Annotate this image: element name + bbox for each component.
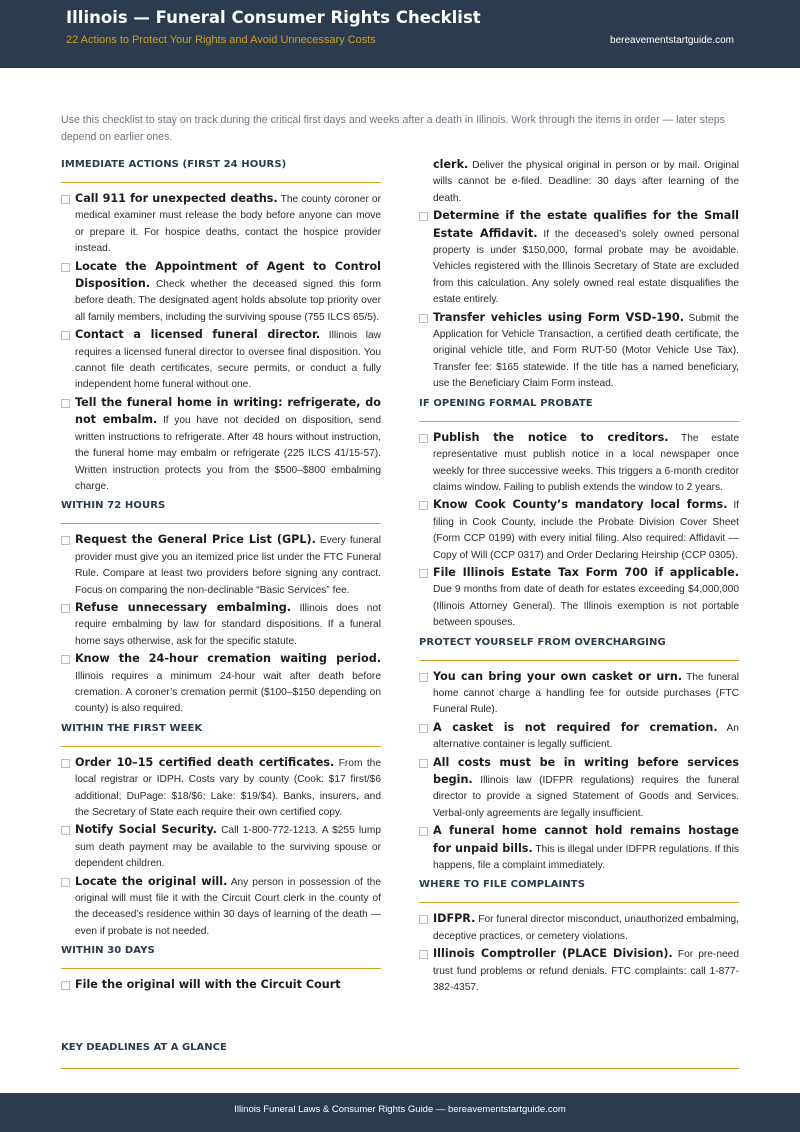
item-title: Transfer vehicles using Form VSD-190.: [433, 310, 684, 324]
checklist-item: [419, 208, 739, 308]
item-title: File Illinois Estate Tax Form 700 if applicable.: [433, 565, 739, 579]
item-title: Publish the notice to creditors.: [433, 430, 669, 444]
key-deadlines-heading: KEY DEADLINES AT A GLANCE: [61, 1042, 739, 1069]
section-heading: WITHIN 30 DAYS: [61, 941, 381, 969]
item-text: If filing in Cook County, include the Probate Division Cover Sheet (Form CCP 0199) with every initial filing. Also required: Affidavit — Copy of Will (CCP 0317) and Order Declaring Heirship (CCP 0305).: [433, 500, 739, 561]
checkbox[interactable]: [61, 195, 70, 204]
item-title: Contact a licensed funeral director.: [75, 328, 321, 342]
item-title: A funeral home cannot hold remains hostage for unpaid bills.: [433, 824, 739, 855]
item-text: Deliver the physical original in person or by mail. Original wills cannot be e-filed. Deadline: 30 days after learning of the death.: [433, 160, 739, 204]
checkbox[interactable]: [419, 434, 428, 443]
footer-text: Illinois Funeral Laws & Consumer Rights Guide — bereavementstartguide.com: [234, 1104, 566, 1115]
item-text: Due 9 months from date of death for estates exceeding $4,000,000 (Illinois Attorney General). The Illinois exemption is not portable between spouses.: [433, 584, 739, 629]
checklist-item: [419, 911, 739, 945]
item-text: An alternative container is legally sufficient.: [433, 722, 739, 751]
checkbox[interactable]: [61, 399, 70, 408]
checklist-item: [419, 755, 739, 823]
checklist-item: [61, 874, 381, 941]
checklist-item: [419, 310, 739, 393]
checkbox[interactable]: [61, 331, 70, 340]
checkbox[interactable]: [419, 501, 428, 510]
checkbox[interactable]: [419, 827, 428, 836]
item-title: Call 911 for unexpected deaths.: [75, 192, 278, 205]
checkbox[interactable]: [61, 981, 70, 990]
item-title: A casket is not required for cremation.: [433, 720, 718, 734]
checkbox[interactable]: [61, 604, 70, 613]
item-text: Call 1-800-772-1213. A $255 lump sum death payment may be available to the surviving spouse or dependent children.: [75, 825, 381, 870]
header-site-link[interactable]: bereavementstartguide.com: [610, 35, 734, 46]
checklist-item: [419, 946, 739, 996]
item-text: Submit the Application for Vehicle Transaction, a certified death certificate, the original vehicle title, and Form RUT-50 (Motor Vehicle Use Tax). Transfer fee: $165 statewide. If the title has a named beneficiary, use the Beneficiary Claim Form instead.: [433, 312, 739, 390]
item-text: Illinois requires a minimum 24-hour wait after death before cremation. A coroner’s cremation permit ($100–$150 depending on county) is also required.: [75, 670, 381, 715]
checklist-item: [61, 822, 381, 872]
checkbox[interactable]: [419, 950, 428, 959]
item-text: The estate representative must publish notice in a local newspaper once weekly for three successive weeks. This triggers a 6-month creditor claims window. Failing to publish extends the window to 2 years.: [433, 432, 740, 493]
item-title: Notify Social Security.: [75, 823, 217, 837]
checklist-item: [61, 651, 381, 718]
checkbox[interactable]: [61, 826, 70, 835]
item-title: Know Cook County’s mandatory local forms.: [433, 498, 728, 512]
section-heading: IMMEDIATE ACTIONS (FIRST 24 HOURS): [61, 155, 381, 183]
checkbox[interactable]: [419, 915, 428, 924]
checklist-item: [61, 259, 381, 327]
checkbox[interactable]: [419, 724, 428, 733]
item-title: File the original will with the Circuit Court: [75, 978, 341, 992]
item-text: From the local registrar or IDPH. Costs vary by county (Cook: $17 first/$6 additional; DuPage: $18/$6; Lake: $19/$4). Banks, insurers, and the Secretary of State each require their own certified copy.: [75, 757, 381, 818]
checklist-item: [419, 720, 739, 754]
item-title: You can bring your own casket or urn.: [433, 669, 683, 683]
item-title: Illinois Comptroller (PLACE Division).: [433, 947, 673, 961]
checkbox[interactable]: [61, 536, 70, 545]
checkbox[interactable]: [419, 569, 428, 578]
item-text: If the deceased’s solely owned personal property is under $150,000, formal probate may be avoidable. Vehicles registered with the Illinois Secretary of State are excluded from this calculation. Any solely owned real estate disqualifies the estate entirely.: [433, 228, 739, 306]
item-title: clerk.: [433, 158, 469, 171]
item-text: The county coroner or medical examiner must release the body before anyone can move or prepare it. For hospice deaths, contact the hospice provider instead.: [75, 194, 381, 255]
checklist-item-continued: [419, 157, 739, 207]
item-text: If you have not decided on disposition, send written instructions to refrigerate. After 48 hours without instruction, the funeral home may embalm or refrigerate (225 ILCS 41/15-57). Written instruction protects you from the $500–$800 embalming charge.: [75, 415, 381, 492]
item-text: Illinois law (IDFPR regulations) requires the funeral director to provide a signed Statement of Goods and Services. Verbal-only agreements are legally insufficient.: [433, 775, 739, 819]
checklist-item: [61, 977, 381, 994]
item-text: This is illegal under IDFPR regulations. If this happens, file a complaint immediately.: [433, 843, 739, 872]
checklist-item: [61, 191, 381, 258]
item-text: Any person in possession of the original will must file it with the Circuit Court clerk in the county of the deceased’s residence within 30 days of learning of the death — even if probate is not needed.: [75, 876, 381, 937]
section-heading: WHERE TO FILE COMPLAINTS: [419, 875, 739, 903]
checklist-item: [419, 430, 739, 497]
item-title: Know the 24-hour cremation waiting period.: [75, 652, 381, 666]
item-text: Check whether the deceased signed this form before death. The designated agent holds absolute top priority over all family members, including the surviving spouse (755 ILCS 65/5).: [75, 279, 381, 323]
document-title: Illinois — Funeral Consumer Rights Checklist: [66, 8, 481, 27]
left-column: [61, 155, 381, 996]
item-title: IDFPR.: [433, 912, 476, 926]
right-column: [419, 157, 739, 997]
checkbox[interactable]: [61, 878, 70, 887]
checkbox[interactable]: [61, 759, 70, 768]
item-text: Every funeral provider must give you an itemized price list under the FTC Funeral Rule. Compare at least two providers before signing any contract. Focus on comparing the non-declinable “Basic Services” fee.: [75, 535, 381, 596]
checklist-item: [419, 565, 739, 632]
item-title: Request the General Price List (GPL).: [75, 533, 316, 547]
item-text: For funeral director misconduct, unauthorized embalming, deceptive practices, or cemetery violations.: [433, 914, 739, 942]
checkbox[interactable]: [419, 314, 428, 323]
checkbox[interactable]: [419, 759, 428, 768]
checkbox[interactable]: [61, 655, 70, 664]
item-title: Order 10–15 certified death certificates.: [75, 755, 335, 769]
section-heading: PROTECT YOURSELF FROM OVERCHARGING: [419, 633, 739, 661]
checklist-item: [419, 669, 739, 719]
page-header: [0, 0, 800, 68]
item-title: Tell the funeral home in writing: refrigerate, do not embalm.: [75, 395, 381, 427]
section-heading: IF OPENING FORMAL PROBATE: [419, 394, 739, 422]
checklist-item: [61, 600, 381, 650]
checklist-item: [419, 497, 739, 564]
item-text: Illinois law requires a licensed funeral director to oversee final disposition. You cannot file death certificates, secure permits, or conduct a fully independent home funeral without one.: [75, 330, 381, 391]
item-title: Determine if the estate qualifies for the Small Estate Affidavit.: [433, 209, 739, 240]
checkbox[interactable]: [61, 263, 70, 272]
item-title: Refuse unnecessary embalming.: [75, 600, 292, 614]
section-heading: WITHIN 72 HOURS: [61, 496, 381, 524]
checklist-item: [61, 532, 381, 599]
item-title: Locate the original will.: [75, 874, 228, 888]
checklist-item: [419, 823, 739, 874]
section-heading: WITHIN THE FIRST WEEK: [61, 719, 381, 747]
item-title: Locate the Appointment of Agent to Control Disposition.: [75, 259, 381, 291]
checkbox[interactable]: [419, 673, 428, 682]
item-text: The funeral home cannot charge a handling fee for outside purchases (FTC Funeral Rule).: [433, 671, 739, 716]
page-footer: [0, 1093, 800, 1132]
checklist-item: [61, 327, 381, 394]
checklist-item: [61, 395, 381, 495]
item-title: All costs must be in writing before services begin.: [433, 755, 739, 786]
checkbox[interactable]: [419, 212, 428, 221]
item-text: For pre-need trust fund problems or refund denials. FTC complaints: call 1-877-382-4357.: [433, 949, 739, 994]
checklist-item: [61, 755, 381, 822]
item-text: Illinois does not require embalming by law for standard dispositions. If a funeral home says otherwise, ask for the specific statute.: [75, 602, 381, 647]
intro-text: Use this checklist to stay on track during the critical first days and weeks after a death in Illinois. Work through the items in order — later steps depend on earlier ones.: [61, 114, 725, 143]
document-subtitle: 22 Actions to Protect Your Rights and Avoid Unnecessary Costs: [66, 34, 376, 46]
